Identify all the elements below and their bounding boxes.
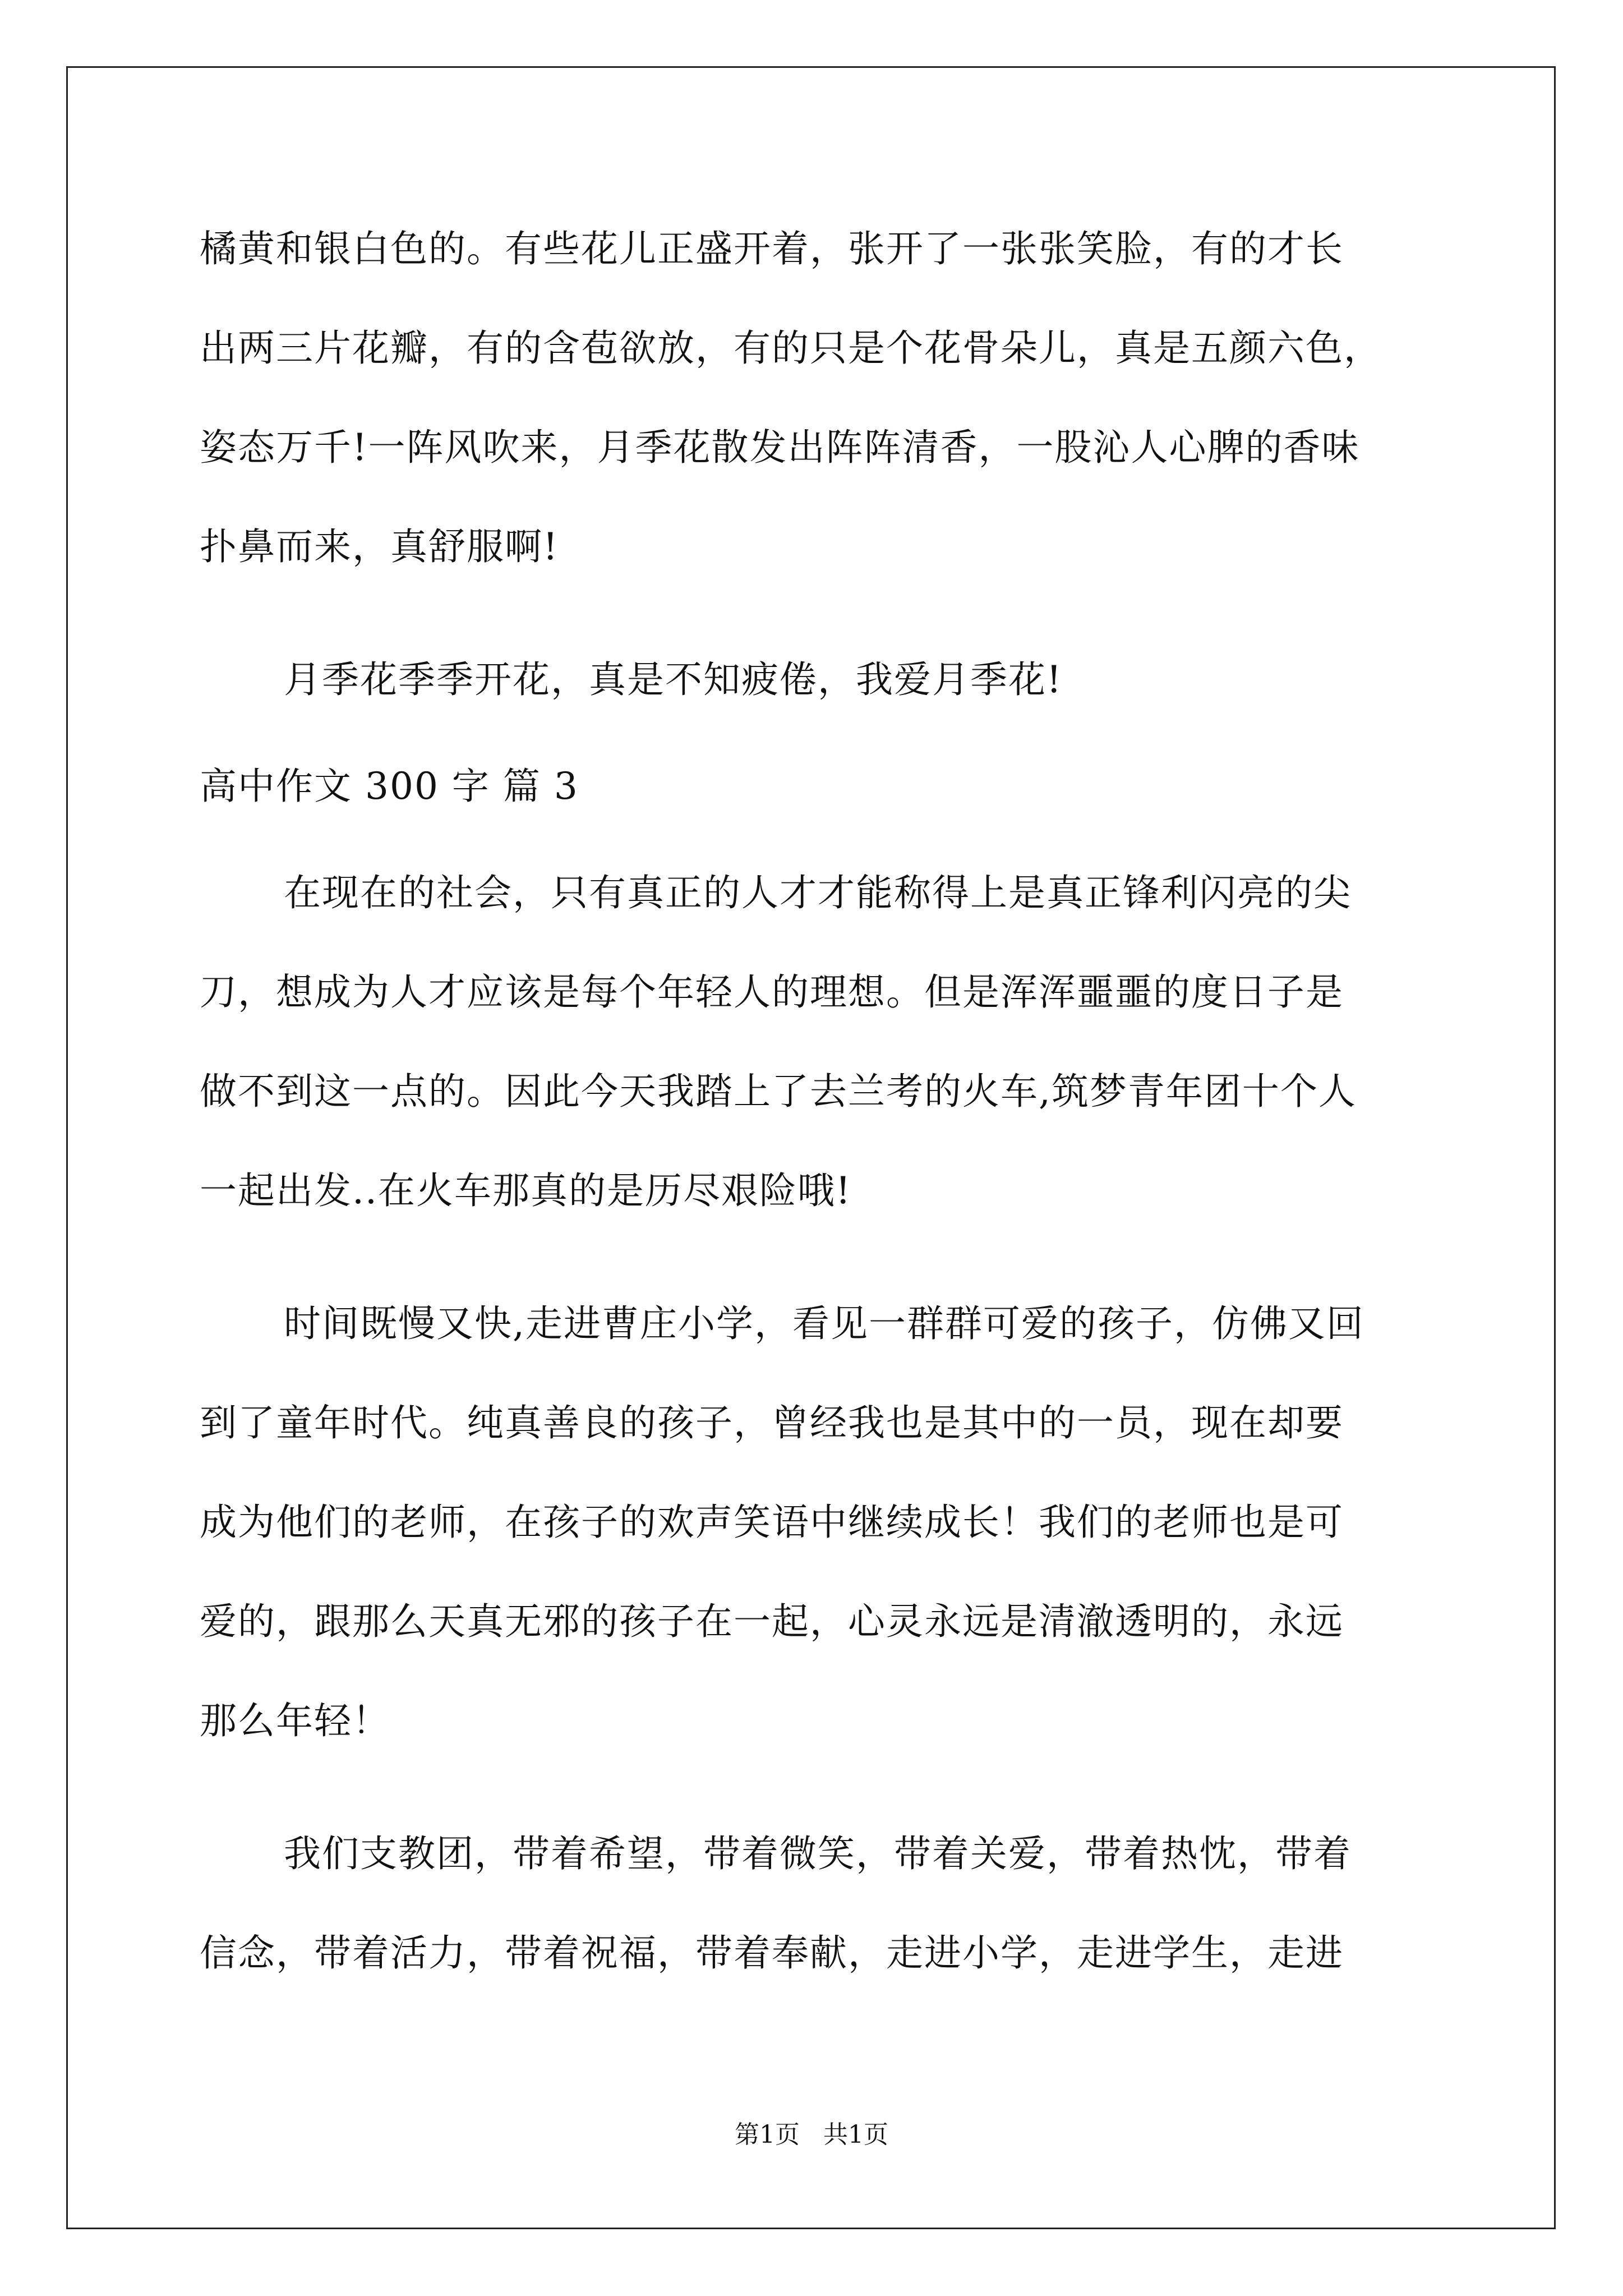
text-line: 那么年轻！ <box>200 1699 390 1742</box>
text-line: 刀，想成为人才应该是每个年轻人的理想。但是浑浑噩噩的度日子是 <box>200 970 1344 1014</box>
text-line: 橘黄和银白色的。有些花儿正盛开着，张开了一张张笑脸，有的才长 <box>200 227 1344 270</box>
text-line: 姿态万千!一阵风吹来，月季花散发出阵阵清香，一股沁人心脾的香味 <box>200 426 1360 469</box>
page-number-current: 第1页 <box>735 2120 800 2149</box>
text-line: 一起出发..在火车那真的是历尽艰险哦! <box>200 1169 852 1212</box>
text-line: 出两三片花瓣，有的含苞欲放，有的只是个花骨朵儿，真是五颜六色， <box>200 326 1382 370</box>
text-line: 月季花季季开花，真是不知疲倦，我爱月季花! <box>284 658 1063 701</box>
page-number-total: 共1页 <box>823 2120 888 2149</box>
text-line: 做不到这一点的。因此今天我踏上了去兰考的火车,筑梦青年团十个人 <box>200 1070 1357 1113</box>
section-heading: 高中作文 300 字 篇 3 <box>200 765 579 808</box>
text-line: 我们支教团，带着希望，带着微笑，带着关爱，带着热忱，带着 <box>284 1832 1352 1875</box>
text-line: 时间既慢又快,走进曹庄小学，看见一群群可爱的孩子，仿佛又回 <box>284 1302 1364 1345</box>
text-line: 扑鼻而来，真舒服啊! <box>200 525 559 568</box>
text-line: 成为他们的老师，在孩子的欢声笑语中继续成长！我们的老师也是可 <box>200 1501 1344 1544</box>
text-line: 到了童年时代。纯真善良的孩子，曾经我也是其中的一员，现在却要 <box>200 1401 1344 1444</box>
text-line: 爱的，跟那么天真无邪的孩子在一起，心灵永远是清澈透明的，永远 <box>200 1600 1344 1643</box>
text-line: 信念，带着活力，带着祝福，带着奉献，走进小学，走进学生，走进 <box>200 1931 1344 1975</box>
page-border <box>66 66 1556 2229</box>
text-line: 在现在的社会，只有真正的人才才能称得上是真正锋利闪亮的尖 <box>284 871 1352 914</box>
page-footer <box>0 2119 1623 2151</box>
